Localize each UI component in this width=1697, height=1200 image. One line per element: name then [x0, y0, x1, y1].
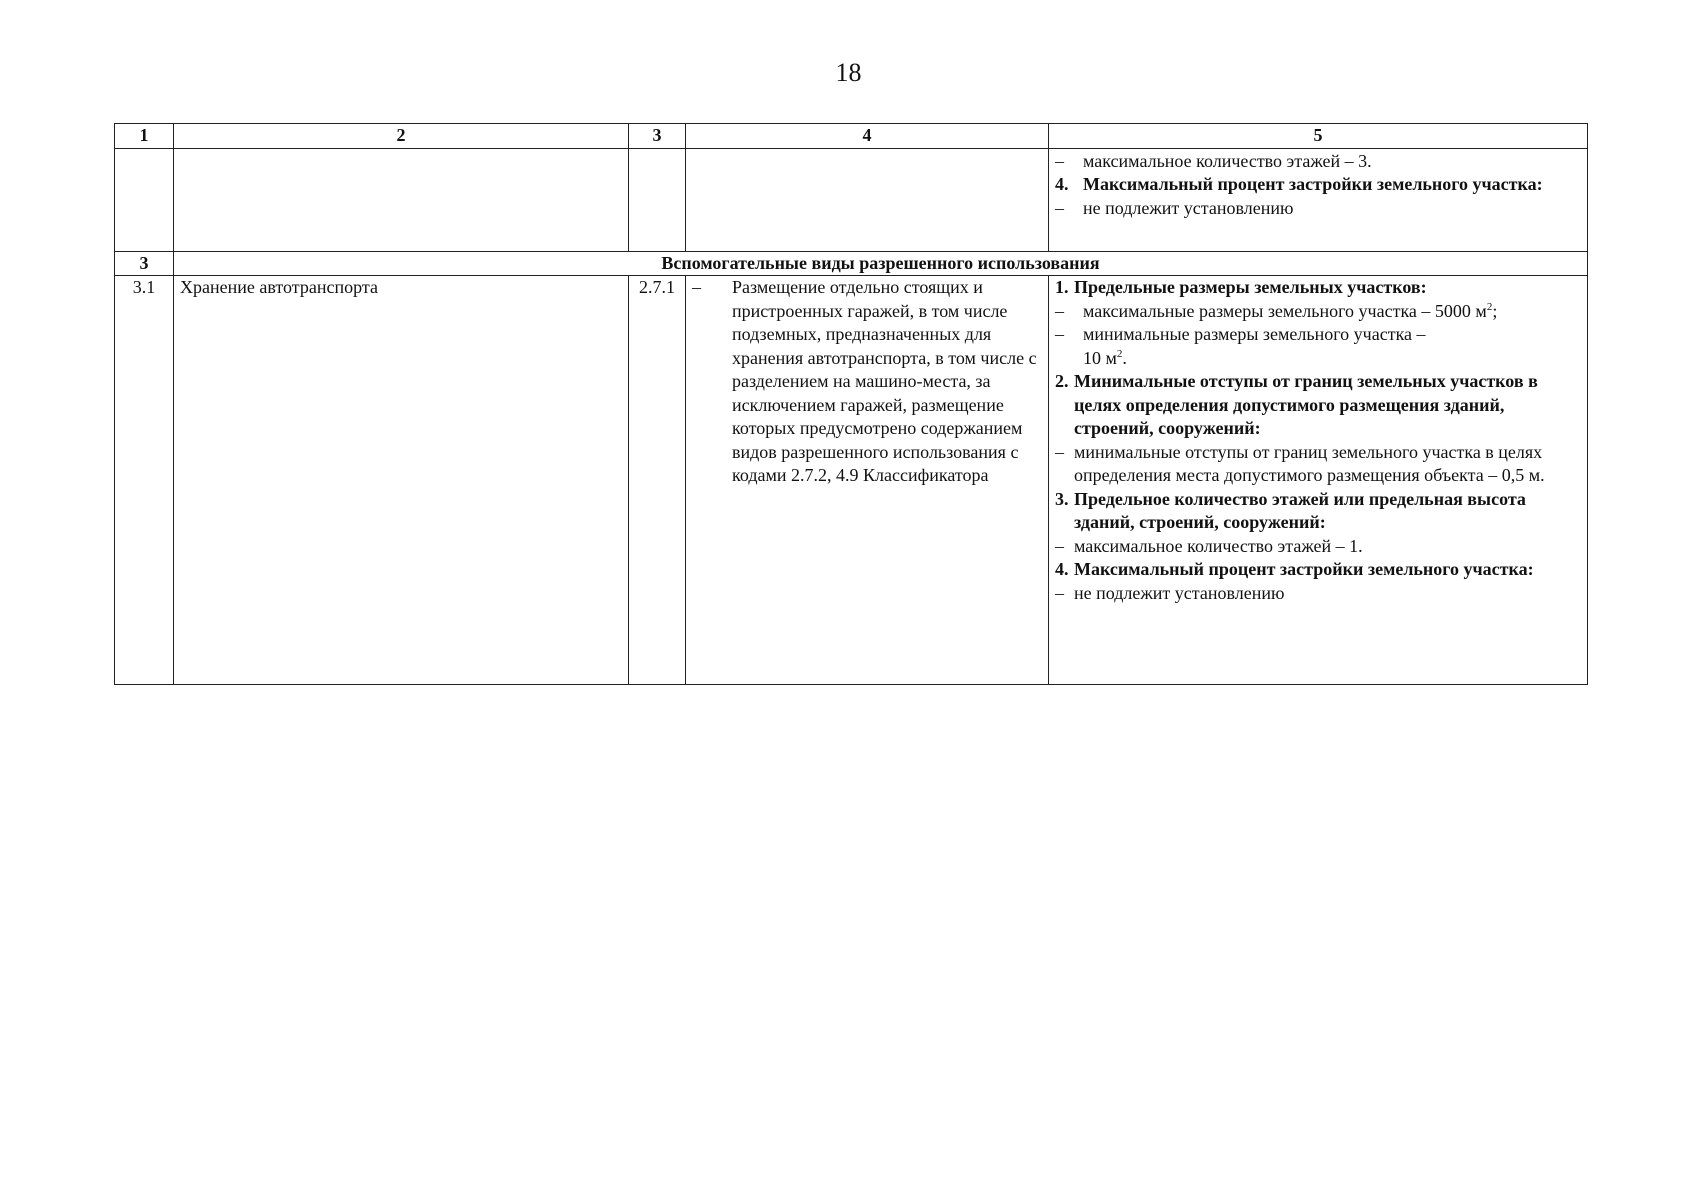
section-title: Вспомогательные виды разрешенного использования [174, 251, 1588, 276]
row-number: 3.1 [115, 276, 174, 685]
header-col-2: 2 [174, 124, 629, 149]
use-code: 2.7.1 [629, 276, 686, 685]
param-heading-2: 2. Минимальные отступы от границ земельных участков в целях определения допустимого размещения зданий, строений, сооружений: [1055, 371, 1538, 438]
header-col-5: 5 [1049, 124, 1588, 149]
list-item: – минимальные отступы от границ земельного участка в целях определения места допустимого размещения объекта – 0,5 м. [1055, 441, 1545, 485]
list-item: 4. Максимальный процент застройки земельного участка: [1055, 174, 1543, 194]
param-heading-1: 1. Предельные размеры земельных участков: [1055, 277, 1427, 297]
use-params [1049, 276, 1588, 685]
use-name: Хранение автотранспорта [174, 276, 629, 685]
param-heading-4: 4. Максимальный процент застройки земельного участка: [1055, 559, 1534, 579]
continuation-params [1049, 148, 1588, 251]
header-col-3: 3 [629, 124, 686, 149]
list-item: – максимальное количество этажей – 3. [1055, 150, 1372, 171]
section-row [115, 251, 1588, 276]
use-description: – Размещение отдельно стоящих и пристроенных гаражей, в том числе подземных, предназначенных для хранения автотранспорта, в том числе с разделением на машино-места, за исключением гаражей, размещение которых предусмотрено содержанием видов разрешенного использования с кодами 2.7.2, 4.9 Классификатора [686, 276, 1049, 685]
continuation-row [115, 148, 1588, 251]
table-header-row [115, 124, 1588, 149]
list-item: – не подлежит установлению [1055, 197, 1294, 218]
list-item: – не подлежит установлению [1055, 582, 1285, 603]
list-item: – минимальные размеры земельного участка – 10 $м^2$. [1055, 324, 1426, 368]
header-col-4: 4 [686, 124, 1049, 149]
header-col-1: 1 [115, 124, 174, 149]
param-heading-3: 3. Предельное количество этажей или предельная высота зданий, строений, сооружений: [1055, 488, 1526, 532]
list-item: – максимальное количество этажей – 1. [1055, 535, 1363, 556]
section-number: 3 [115, 251, 174, 276]
regulations-table [114, 123, 1588, 685]
list-item: – максимальные размеры земельного участка – 5000 $м^2$; [1055, 300, 1498, 321]
page-number: 18 [835, 58, 862, 87]
table-row [115, 276, 1588, 685]
